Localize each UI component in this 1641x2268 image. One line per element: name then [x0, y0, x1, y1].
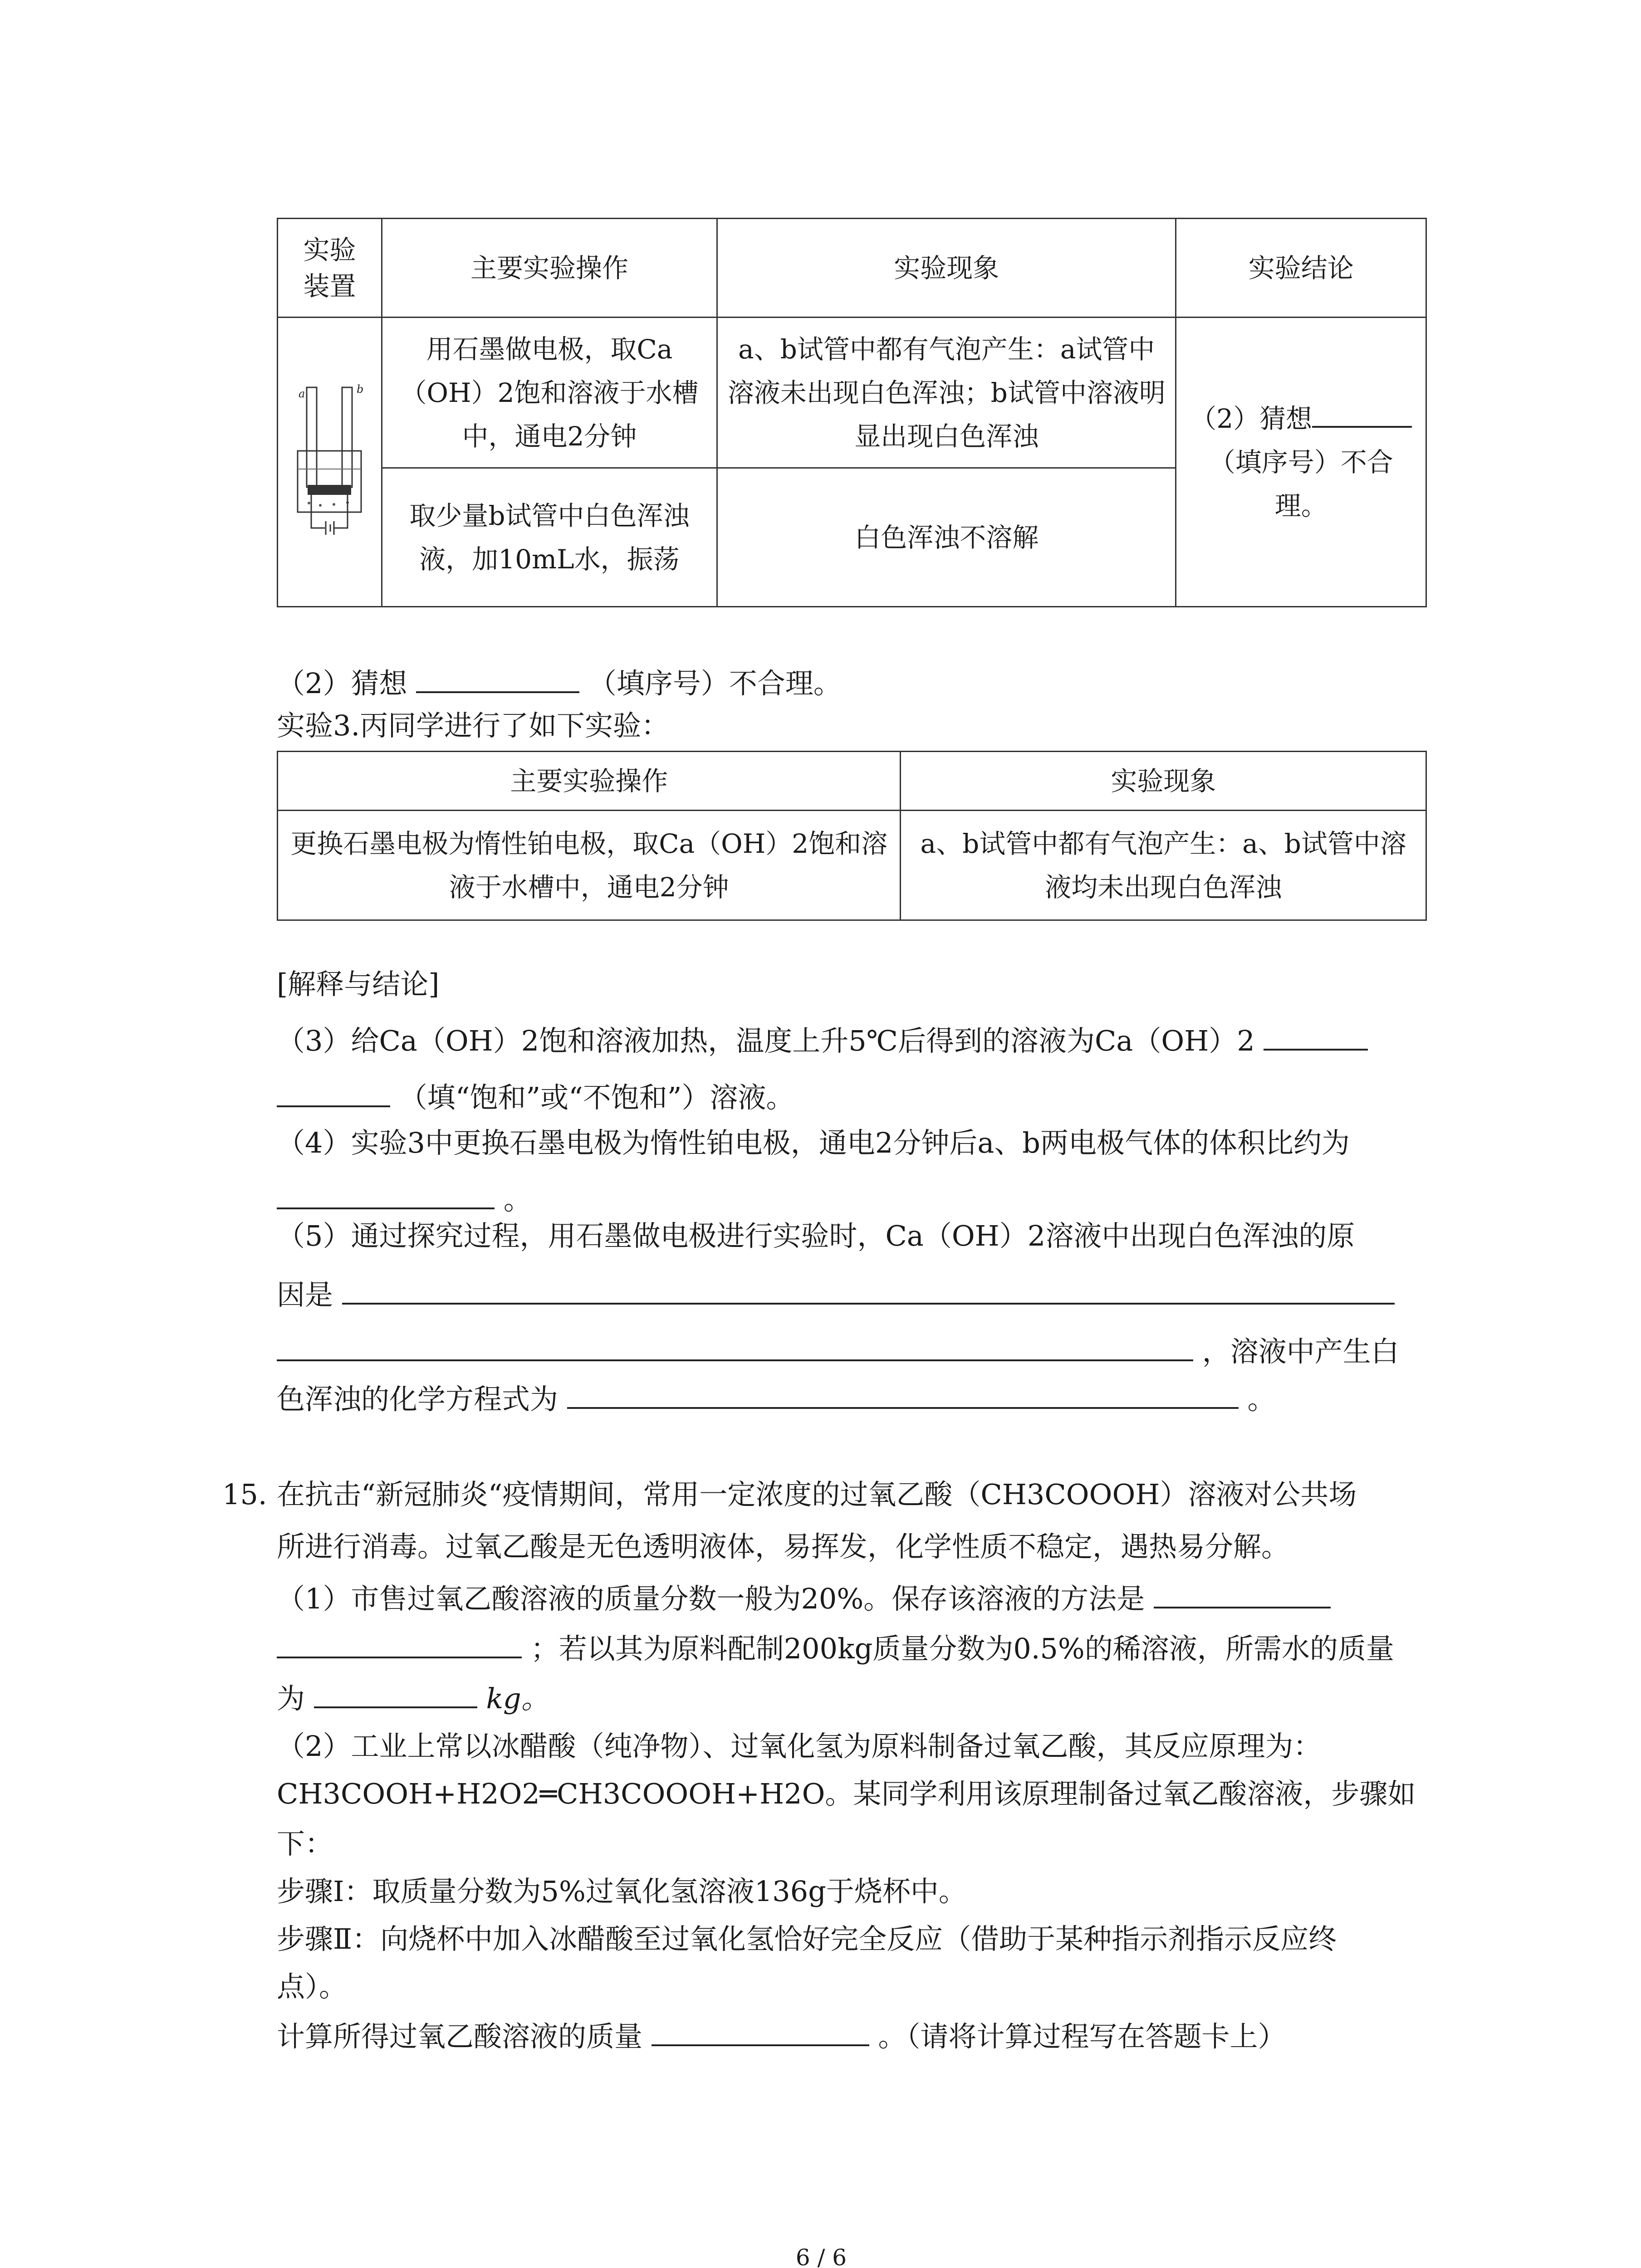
table-header-row	[278, 219, 1426, 318]
experiment-table-2	[277, 751, 1427, 921]
q15-part1-line1	[277, 1579, 1331, 1617]
q15-p1-text-c: 为	[277, 1682, 305, 1715]
q15-number: 15.	[222, 1478, 267, 1511]
conclusion-text-a: （2）猜想	[1190, 403, 1313, 434]
apparatus-cell	[278, 318, 382, 607]
question-3-line-1	[277, 1021, 1368, 1059]
tube-a-label: a	[299, 387, 305, 400]
header-apparatus: 实验装置	[278, 219, 382, 318]
header-phenomenon: 实验现象	[717, 219, 1176, 318]
q15-part2-line3: 下：	[277, 1827, 333, 1860]
row2-phenomenon: 白色浑浊不溶解	[717, 468, 1176, 607]
q15-step1: 步骤Ⅰ：取质量分数为5%过氧化氢溶液136g于烧杯中。	[277, 1875, 967, 1908]
question-3-line-2	[277, 1077, 794, 1116]
q4-answer-blank[interactable]	[277, 1179, 495, 1209]
question-5-line-3	[277, 1331, 1399, 1370]
tube-b-label: b	[357, 382, 364, 396]
row2-operation: 取少量b试管中白色浑浊液，加10mL水，振荡	[382, 468, 717, 607]
q15-stem-line2: 所进行消毒。过氧乙酸是无色透明液体，易挥发，化学性质不稳定，遇热易分解。	[277, 1530, 1290, 1563]
conclusion-blank[interactable]	[1312, 398, 1412, 428]
table-header-row	[278, 752, 1426, 811]
question-4-line-1: （4）实验3中更换石墨电极为惰性铂电极，通电2分钟后a、b两电极气体的体积比约为	[277, 1126, 1350, 1159]
row1-operation: 用石墨做电极，取Ca（OH）2饱和溶液于水槽中，通电2分钟	[382, 318, 717, 468]
q15-storage-blank-part1[interactable]	[1154, 1579, 1331, 1608]
page-number: 6 / 6	[795, 2244, 847, 2268]
t2-header-operation: 主要实验操作	[278, 752, 901, 811]
experiment-3-intro: 实验3.丙同学进行了如下实验：	[277, 709, 670, 742]
q2-text-b: （填序号）不合理。	[588, 667, 842, 700]
q15-calc-line	[277, 2016, 1286, 2055]
q3-text-b: （填“饱和”或“不饱和”）溶液。	[399, 1081, 794, 1114]
q15-equation-line: CH3COOH+H2O2═CH3COOOH+H2O。某同学利用该原理制备过氧乙酸溶液，步骤如	[277, 1777, 1416, 1810]
table-row	[278, 811, 1426, 920]
question-5-line-1: （5）通过探究过程，用石墨做电极进行实验时，Ca（OH）2溶液中出现白色浑浊的原	[277, 1219, 1355, 1252]
q2-answer-blank[interactable]	[416, 663, 579, 693]
table-row	[278, 318, 1426, 468]
q5-reason-blank-part2[interactable]	[277, 1331, 1193, 1361]
q5-text-d: 色浑浊的化学方程式为	[277, 1383, 558, 1416]
q4-text-b: 。	[503, 1183, 532, 1216]
q15-p1-text-b: ；若以其为原料配制200kg质量分数为0.5%的稀溶液，所需水的质量	[530, 1632, 1394, 1665]
q15-water-mass-blank[interactable]	[314, 1678, 477, 1708]
q5-text-c: ，溶液中产生白	[1202, 1335, 1399, 1368]
q5-equation-blank[interactable]	[567, 1379, 1239, 1409]
conclusion-cell	[1176, 318, 1426, 607]
q5-text-b: 因是	[277, 1278, 333, 1311]
experiment-table-1	[277, 218, 1427, 607]
conclusion-text-b: （填序号）不合理。	[1209, 446, 1393, 521]
header-operation: 主要实验操作	[382, 219, 717, 318]
question-5-line-4	[277, 1379, 1275, 1418]
q5-reason-blank-part1[interactable]	[342, 1275, 1395, 1305]
q3-answer-blank-part2[interactable]	[277, 1077, 390, 1107]
t2-operation: 更换石墨电极为惰性铂电极，取Ca（OH）2饱和溶液于水槽中，通电2分钟	[278, 811, 901, 920]
row1-phenomenon: a、b试管中都有气泡产生：a试管中溶液未出现白色浑浊；b试管中溶液明显出现白色浑浊	[717, 318, 1176, 468]
q15-step2-line2: 点）。	[277, 1970, 348, 2003]
header-conclusion: 实验结论	[1176, 219, 1426, 318]
q15-p1-text-d: kg。	[486, 1682, 549, 1715]
q3-answer-blank-part1[interactable]	[1264, 1021, 1368, 1051]
q15-solution-mass-blank[interactable]	[652, 2016, 869, 2046]
question-2-line	[277, 663, 842, 702]
q15-part2-line1: （2）工业上常以冰醋酸（纯净物）、过氧化氢为原料制备过氧乙酸，其反应原理为：	[277, 1730, 1322, 1763]
q15-part1-line3	[277, 1678, 549, 1717]
question-5-line-2	[277, 1275, 1395, 1313]
t2-header-phenomenon: 实验现象	[901, 752, 1426, 811]
q15-p1-text-a: （1）市售过氧乙酸溶液的质量分数一般为20%。保存该溶液的方法是	[277, 1582, 1145, 1615]
q15-calc-text-b: 。（请将计算过程写在答题卡上）	[878, 2020, 1286, 2053]
q15-calc-text-a: 计算所得过氧乙酸溶液的质量	[277, 2020, 643, 2053]
question-4-line-2	[277, 1179, 532, 1218]
q3-text-a: （3）给Ca（OH）2饱和溶液加热，温度上升5℃后得到的溶液为Ca（OH）2	[277, 1024, 1255, 1057]
q5-text-e: 。	[1247, 1383, 1276, 1416]
q15-stem-line1: 在抗击“新冠肺炎“疫情期间，常用一定浓度的过氧乙酸（CH3COOOH）溶液对公共场	[277, 1478, 1357, 1511]
question-15-line-1	[222, 1476, 1357, 1513]
q15-storage-blank-part2[interactable]	[277, 1628, 522, 1658]
explanation-heading: [解释与结论]	[277, 968, 440, 1001]
t2-phenomenon: a、b试管中都有气泡产生：a、b试管中溶液均未出现白色浑浊	[901, 811, 1426, 920]
q15-part1-line2	[277, 1628, 1394, 1667]
q15-step2-line1: 步骤Ⅱ：向烧杯中加入冰醋酸至过氧化氢恰好完全反应（借助于某种指示剂指示反应终	[277, 1922, 1337, 1955]
electrolysis-apparatus-diagram	[289, 356, 370, 569]
q2-text-a: （2）猜想	[277, 667, 407, 700]
